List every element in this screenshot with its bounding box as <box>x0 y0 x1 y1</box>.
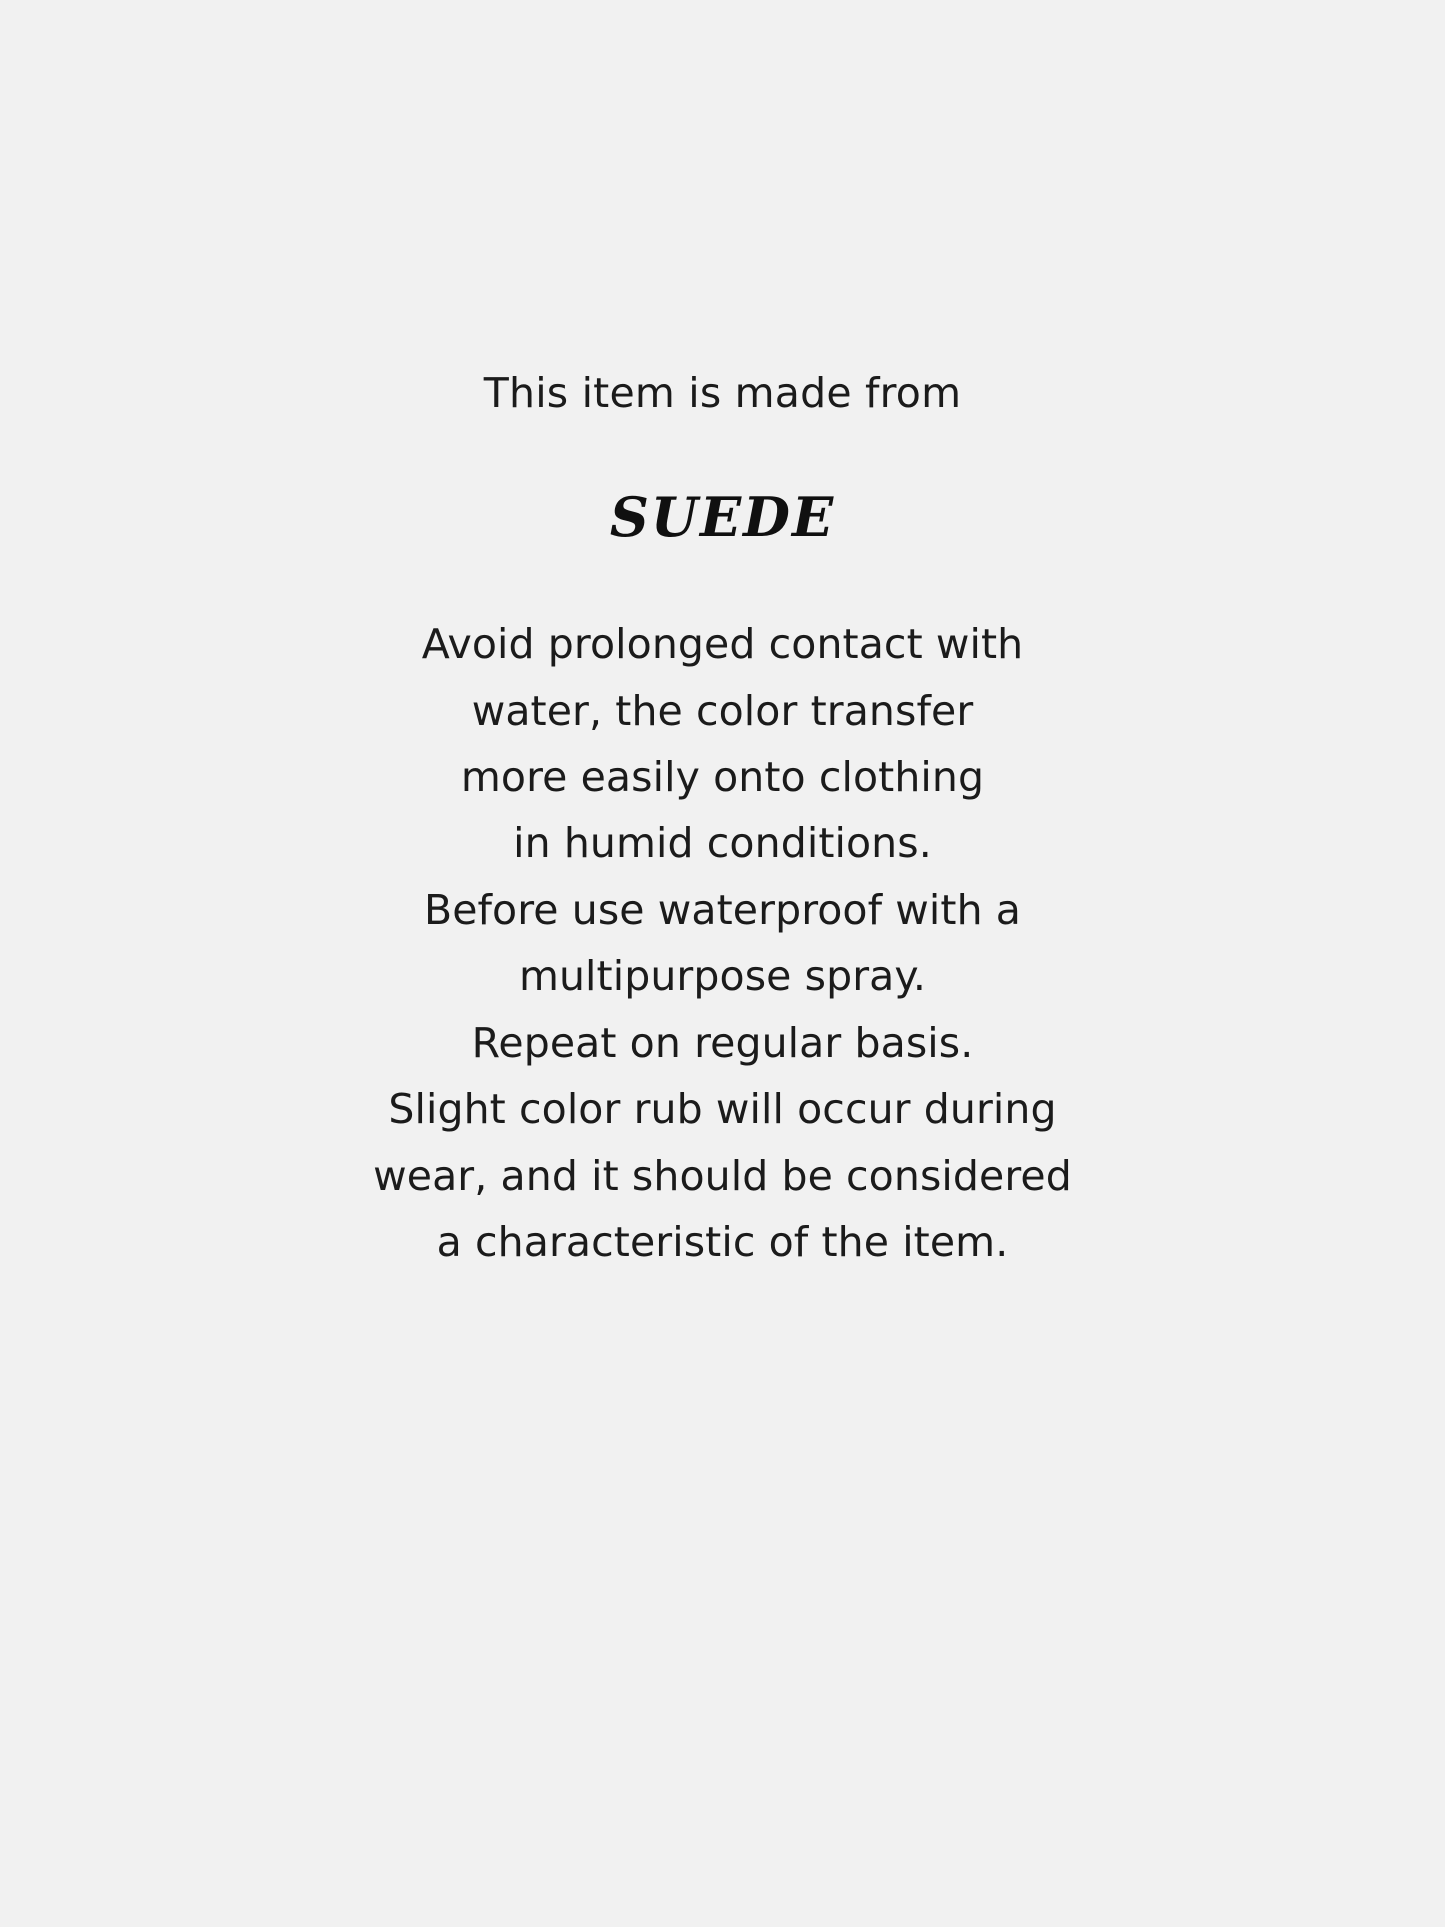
instruction-line: Avoid prolonged contact with <box>421 620 1024 669</box>
instruction-line: Repeat on regular basis. <box>471 1018 974 1067</box>
care-instructions <box>223 611 1223 1275</box>
instruction-line: a characteristic of the item. <box>436 1217 1009 1266</box>
intro-text: This item is made from <box>483 369 962 417</box>
material-name: SUEDE <box>609 485 836 550</box>
instruction-line: more easily onto clothing <box>460 753 985 802</box>
instruction-line: in humid conditions. <box>513 819 932 868</box>
instruction-line: water, the color transfer <box>471 686 974 735</box>
instruction-line: Slight color rub will occur during <box>388 1085 1057 1134</box>
instruction-line: wear, and it should be considered <box>373 1151 1072 1200</box>
instruction-line: multipurpose spray. <box>518 952 927 1001</box>
instruction-line: Before use waterproof with a <box>423 885 1022 934</box>
care-card <box>223 0 1223 1275</box>
